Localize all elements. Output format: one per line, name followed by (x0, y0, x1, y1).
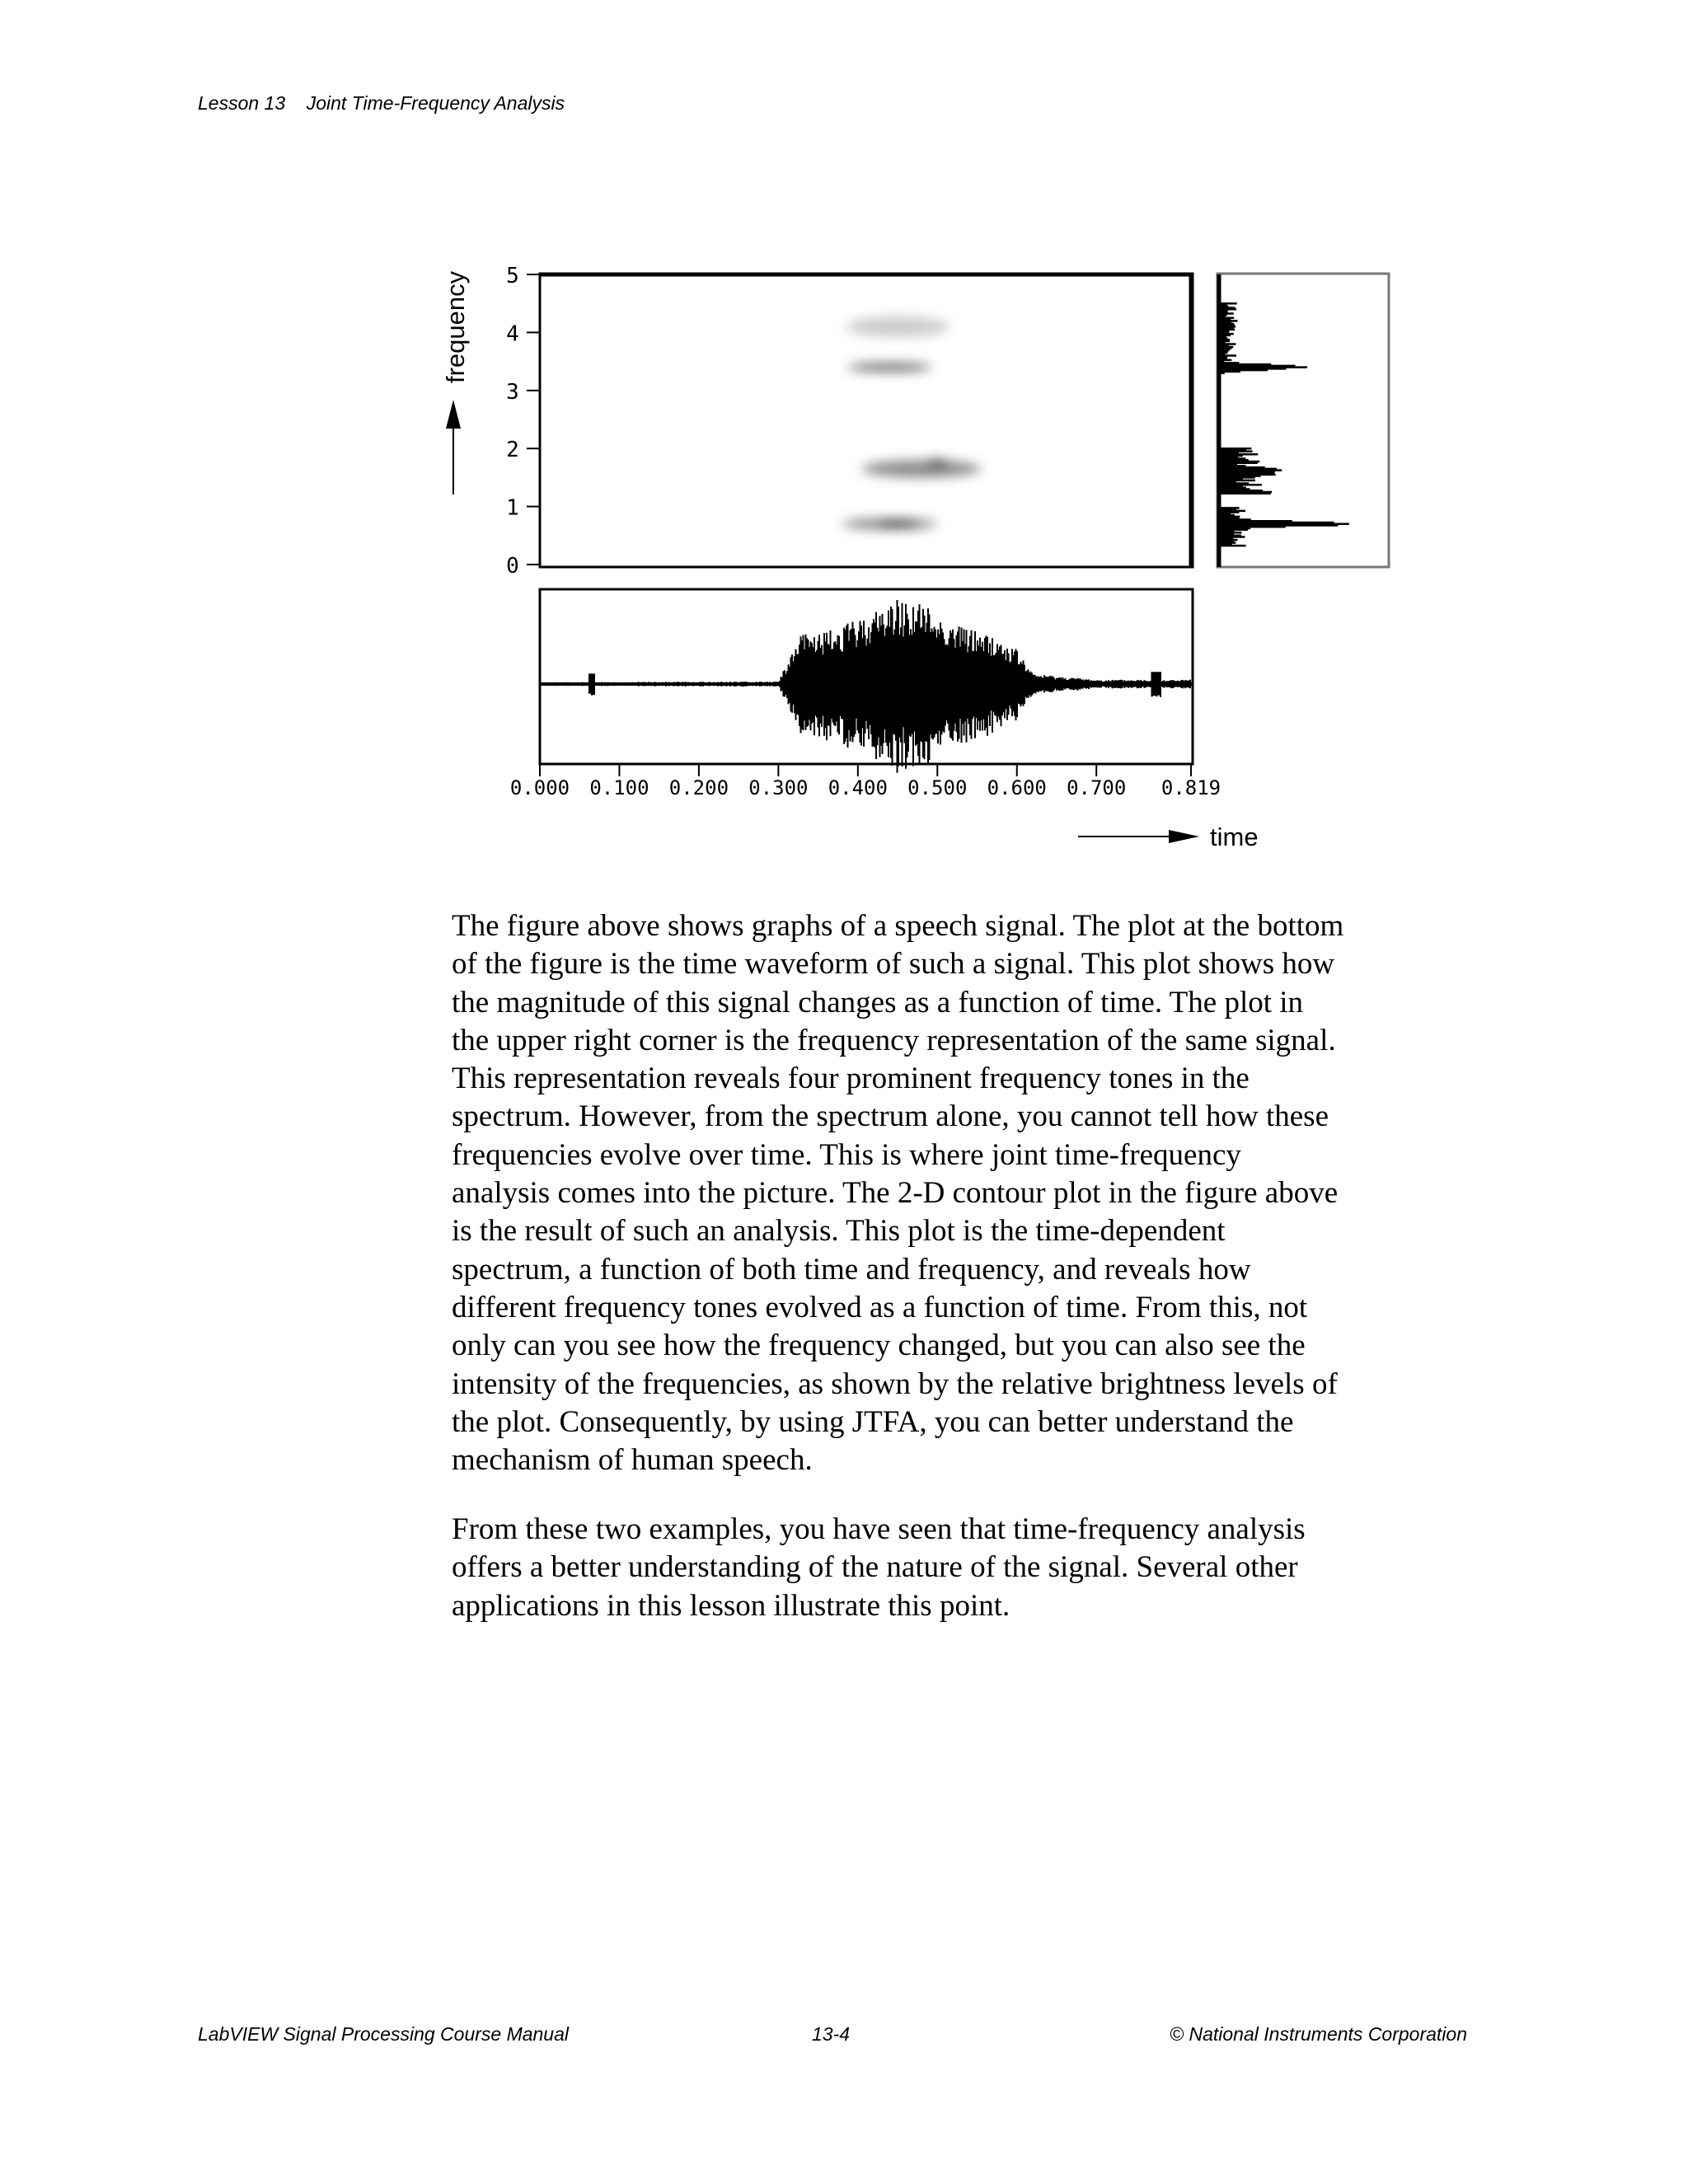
frequency-tick-label: 0 (506, 554, 519, 579)
frequency-tick-label: 3 (506, 379, 519, 405)
footer-copyright: © National Instruments Corporation (1170, 2023, 1467, 2045)
paragraph-1 (452, 907, 1474, 1479)
paragraph-line: spectrum, a function of both time and frequency, and reveals how (452, 1252, 1251, 1286)
paragraph-line: The figure above shows graphs of a speech signal. The plot at the bottom (452, 909, 1344, 943)
paragraph-line: spectrum. However, from the spectrum alone, you cannot tell how these (452, 1099, 1329, 1134)
paragraph-line: different frequency tones evolved as a function of time. From this, not (452, 1290, 1308, 1324)
spectrogram-energy-blob (878, 521, 917, 527)
paragraph-line: This representation reveals four prominent frequency tones in the (452, 1062, 1250, 1096)
paragraph-line: only can you see how the frequency changed, but you can also see the (452, 1329, 1306, 1363)
header-title: Joint Time-Frequency Analysis (306, 92, 565, 114)
header-lesson: Lesson 13 (198, 92, 286, 114)
paragraph-line: mechanism of human speech. (452, 1443, 813, 1478)
spectrum-plot (1217, 274, 1389, 567)
frequency-arrow-head (446, 400, 461, 429)
time-arrow-head (1169, 830, 1199, 843)
frequency-tick-label: 1 (506, 495, 519, 521)
paragraph-line: the plot. Consequently, by using JTFA, you can better understand the (452, 1404, 1294, 1439)
paragraph-line: offers a better understanding of the nature of the signal. Several other (452, 1550, 1298, 1585)
time-tick-label: 0.300 (748, 776, 809, 799)
spectrogram-energy-blob (848, 363, 931, 372)
time-tick-label: 0.400 (828, 776, 888, 799)
speech-signal-figure (0, 0, 1688, 890)
paragraph-line: frequencies evolve over time. This is where joint time-frequency (452, 1137, 1241, 1172)
time-tick-label: 0.200 (668, 776, 729, 799)
footer-manual-title: LabVIEW Signal Processing Course Manual (198, 2023, 570, 2045)
time-axis-label: time (1210, 823, 1259, 851)
paragraph-2 (452, 1511, 1474, 1625)
time-tick-label: 0.500 (907, 776, 968, 799)
frequency-tick-label: 5 (506, 264, 519, 288)
paragraph-line: applications in this lesson illustrate this point. (452, 1588, 1010, 1623)
time-tick-label: 0.000 (509, 776, 570, 799)
paragraph-line: is the result of such an analysis. This plot is the time-dependent (452, 1214, 1226, 1249)
spectrogram-energy-blob (846, 316, 949, 337)
paragraph-line: the upper right corner is the frequency representation of the same signal. (452, 1023, 1336, 1057)
paragraph-line: the magnitude of this signal changes as a function of time. The plot in (452, 985, 1304, 1019)
paragraph-line: of the figure is the time waveform of such a signal. This plot shows how (452, 947, 1335, 982)
frequency-tick-label: 2 (506, 438, 519, 463)
spectrogram-plot (506, 264, 1193, 579)
frequency-axis-label: frequency (441, 270, 470, 383)
frequency-tick-label: 4 (506, 321, 519, 347)
time-tick-label: 0.600 (987, 776, 1047, 799)
paragraph-line: intensity of the frequencies, as shown by the relative brightness levels of (452, 1366, 1338, 1401)
time-tick-label: 0.100 (589, 776, 649, 799)
time-tick-label: 0.700 (1067, 776, 1127, 799)
waveform-plot (510, 589, 1221, 799)
spectrogram-energy-blob (926, 460, 950, 466)
time-tick-label: 0.819 (1160, 776, 1221, 799)
paragraph-line: From these two examples, you have seen that time-frequency analysis (452, 1512, 1306, 1546)
figure-svg (0, 0, 1688, 890)
paragraph-line: analysis comes into the picture. The 2-D contour plot in the figure above (452, 1176, 1339, 1211)
spectrogram-energy-blob (862, 460, 982, 477)
footer-page-number: 13-4 (812, 2023, 851, 2045)
